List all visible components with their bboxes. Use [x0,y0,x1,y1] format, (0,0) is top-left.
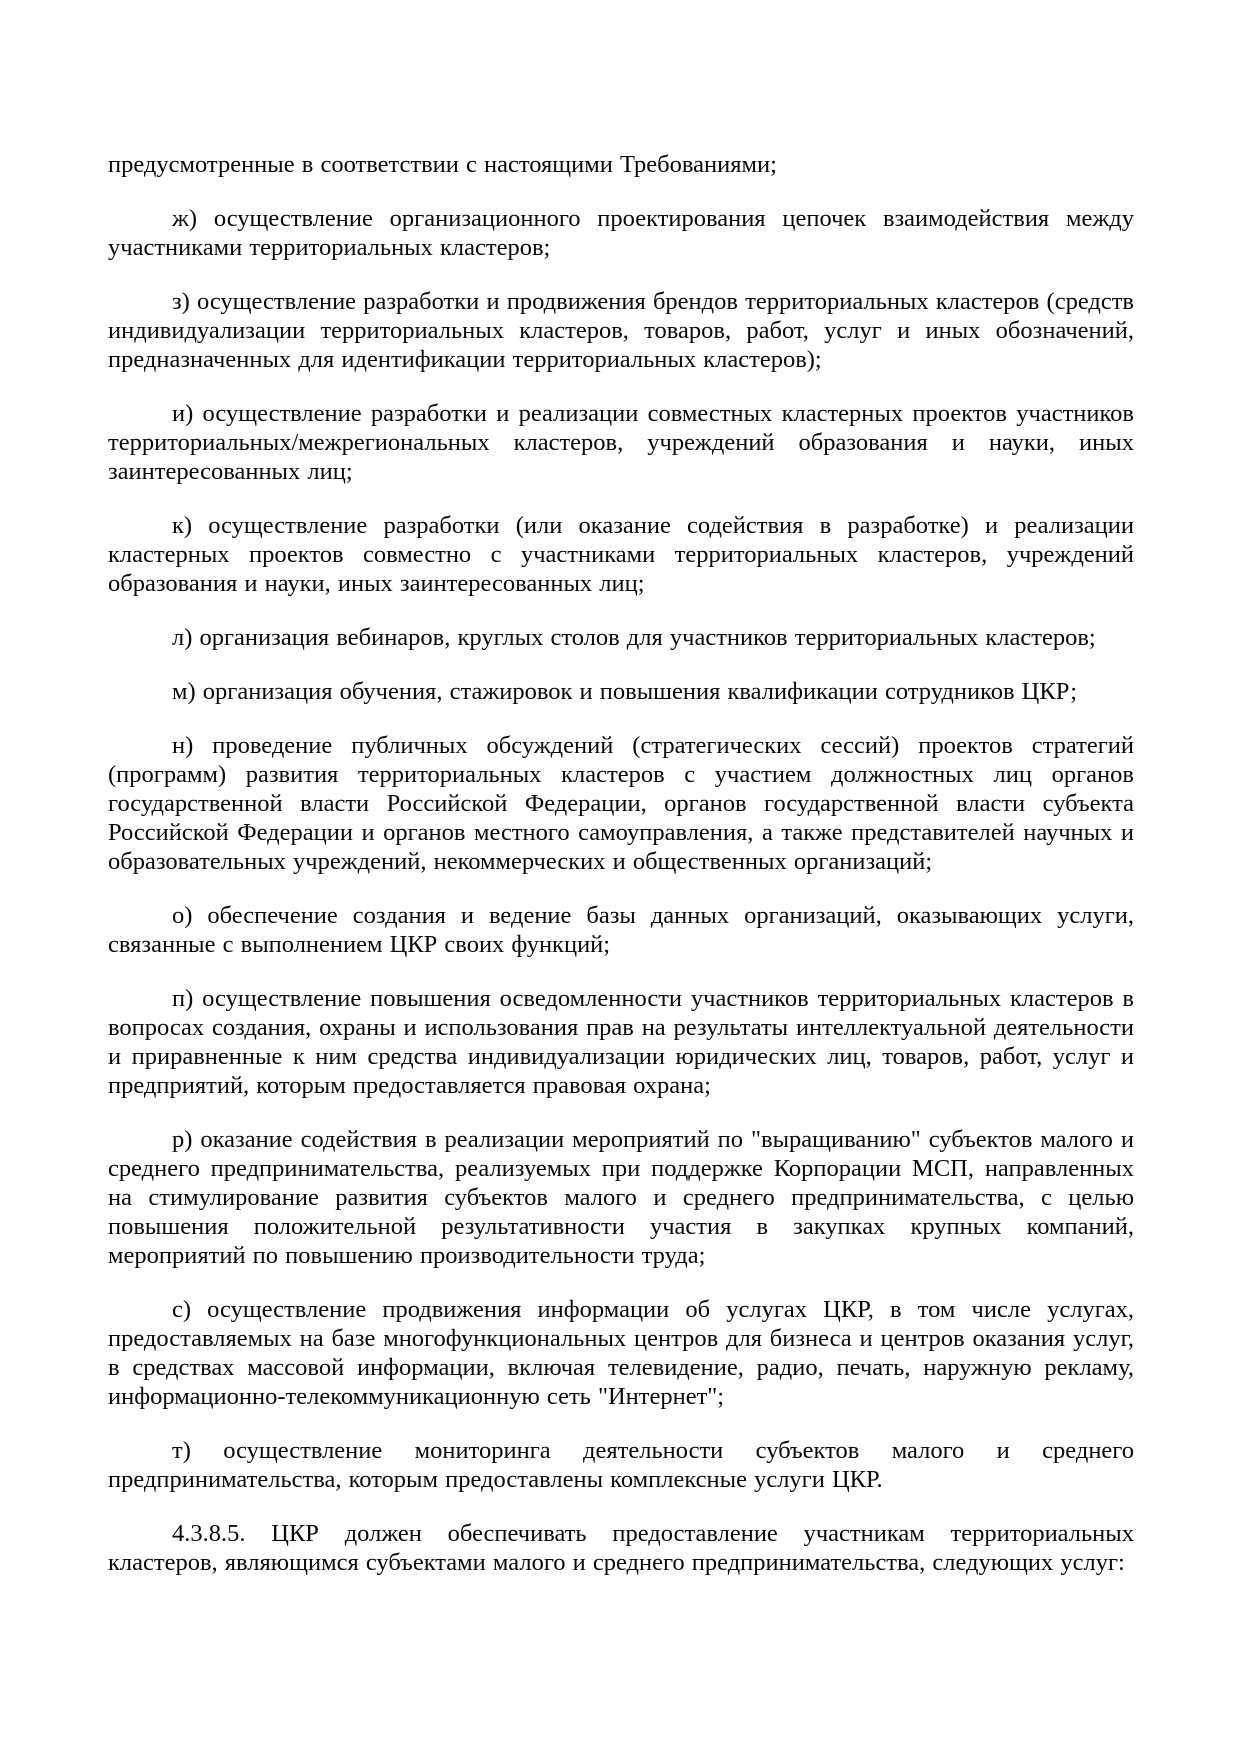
paragraph-s: с) осуществление продвижения информации об услугах ЦКР, в том числе услугах, предоставляемых на базе многофункциональных центров для бизнеса и центров оказания услуг, в средствах массовой информации, включая телевидение, радио, печать, наружную рекламу, информационно-телекоммуникационную сеть "Интернет"; [108,1296,1134,1410]
paragraph-o: о) обеспечение создания и ведение базы данных организаций, оказывающих услуги, связанные с выполнением ЦКР своих функций; [108,902,1134,958]
paragraph-4-3-8-5: 4.3.8.5. ЦКР должен обеспечивать предоставление участникам территориальных кластеров, являющимся субъектами малого и среднего предпринимательства, следующих услуг: [108,1520,1134,1576]
paragraph-z: з) осуществление разработки и продвижения брендов территориальных кластеров (средств индивидуализации территориальных кластеров, товаров, работ, услуг и иных обозначений, предназначенных для идентификации территориальных кластеров); [108,288,1134,373]
paragraph-continuation: предусмотренные в соответствии с настоящими Требованиями; [108,151,777,178]
paragraph-zh: ж) осуществление организационного проектирования цепочек взаимодействия между участниками территориальных кластеров; [108,205,1134,261]
paragraph-t: т) осуществление мониторинга деятельности субъектов малого и среднего предпринимательства, которым предоставлены комплексные услуги ЦКР. [108,1437,1134,1493]
paragraph-l: л) организация вебинаров, круглых столов для участников территориальных кластеров; [172,624,1096,651]
paragraph-k: к) осуществление разработки (или оказание содействия в разработке) и реализации кластерных проектов совместно с участниками территориальных кластеров, учреждений образования и науки, иных заинтересованных лиц; [108,512,1134,597]
paragraph-m: м) организация обучения, стажировок и повышения квалификации сотрудников ЦКР; [172,678,1078,705]
paragraph-p: п) осуществление повышения осведомленности участников территориальных кластеров в вопросах создания, охраны и использования прав на результаты интеллектуальной деятельности и приравненные к ним средства индивидуализации юридических лиц, товаров, работ, услуг и предприятий, которым предоставляется правовая охрана; [108,985,1134,1099]
paragraph-i: и) осуществление разработки и реализации совместных кластерных проектов участников территориальных/межрегиональных кластеров, учреждений образования и науки, иных заинтересованных лиц; [108,400,1134,485]
paragraph-n: н) проведение публичных обсуждений (стратегических сессий) проектов стратегий (программ) развития территориальных кластеров с участием должностных лиц органов государственной власти Российской Федерации, органов государственной власти субъекта Российской Федерации и органов местного самоуправления, а также представителей научных и образовательных учреждений, некоммерческих и общественных организаций; [108,732,1134,875]
paragraph-r: р) оказание содействия в реализации мероприятий по "выращиванию" субъектов малого и среднего предпринимательства, реализуемых при поддержке Корпорации МСП, направленных на стимулирование развития субъектов малого и среднего предпринимательства, с целью повышения положительной результативности участия в закупках крупных компаний, мероприятий по повышению производительности труда; [108,1126,1134,1269]
